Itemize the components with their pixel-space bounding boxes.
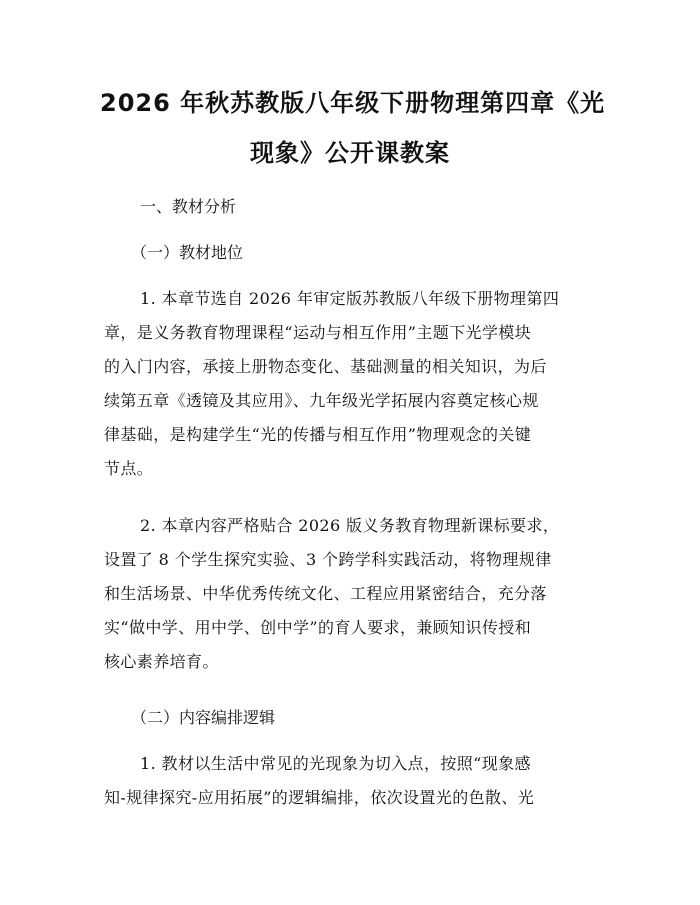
document-title-line-1: 2026 年秋苏教版八年级下册物理第四章《光 [100,89,606,117]
document-title-line-2: 现象》公开课教案 [250,139,450,167]
paragraph-3-line-1: 1. 教材以生活中常见的光现象为切入点，按照“现象感 [140,754,531,773]
paragraph-1-line-3: 的入门内容，承接上册物态变化、基础测量的相关知识，为后 [104,357,547,376]
paragraph-1-line-5: 律基础，是构建学生“光的传播与相互作用”物理观念的关键 [104,425,532,444]
subsection-heading-content-logic: （二）内容编排逻辑 [131,708,276,727]
subsection-heading-textbook-position: （一）教材地位 [131,243,244,262]
paragraph-2-line-5: 核心素养培育。 [104,652,219,671]
paragraph-2-line-4: 实“做中学、用中学、创中学”的育人要求，兼顾知识传授和 [104,618,532,637]
paragraph-2-line-1: 2. 本章内容严格贴合 2026 版义务教育物理新课标要求， [140,516,560,535]
paragraph-1-line-1: 1. 本章节选自 2026 年审定版苏教版八年级下册物理第四 [140,289,560,308]
paragraph-1-line-6: 节点。 [104,459,154,478]
section-heading-textbook-analysis: 一、教材分析 [140,197,237,216]
paragraph-1-line-2: 章，是义务教育物理课程“运动与相互作用”主题下光学模块 [104,323,532,342]
paragraph-2-line-3: 和生活场景、中华优秀传统文化、工程应用紧密结合，充分落 [104,584,547,603]
paragraph-2-line-2: 设置了 8 个学生探究实验、3 个跨学科实践活动，将物理规律 [104,550,552,569]
paragraph-3-line-2: 知-规律探究-应用拓展”的逻辑编排，依次设置光的色散、光 [104,788,535,807]
paragraph-1-line-4: 续第五章《透镜及其应用》、九年级光学拓展内容奠定核心规 [104,391,539,410]
